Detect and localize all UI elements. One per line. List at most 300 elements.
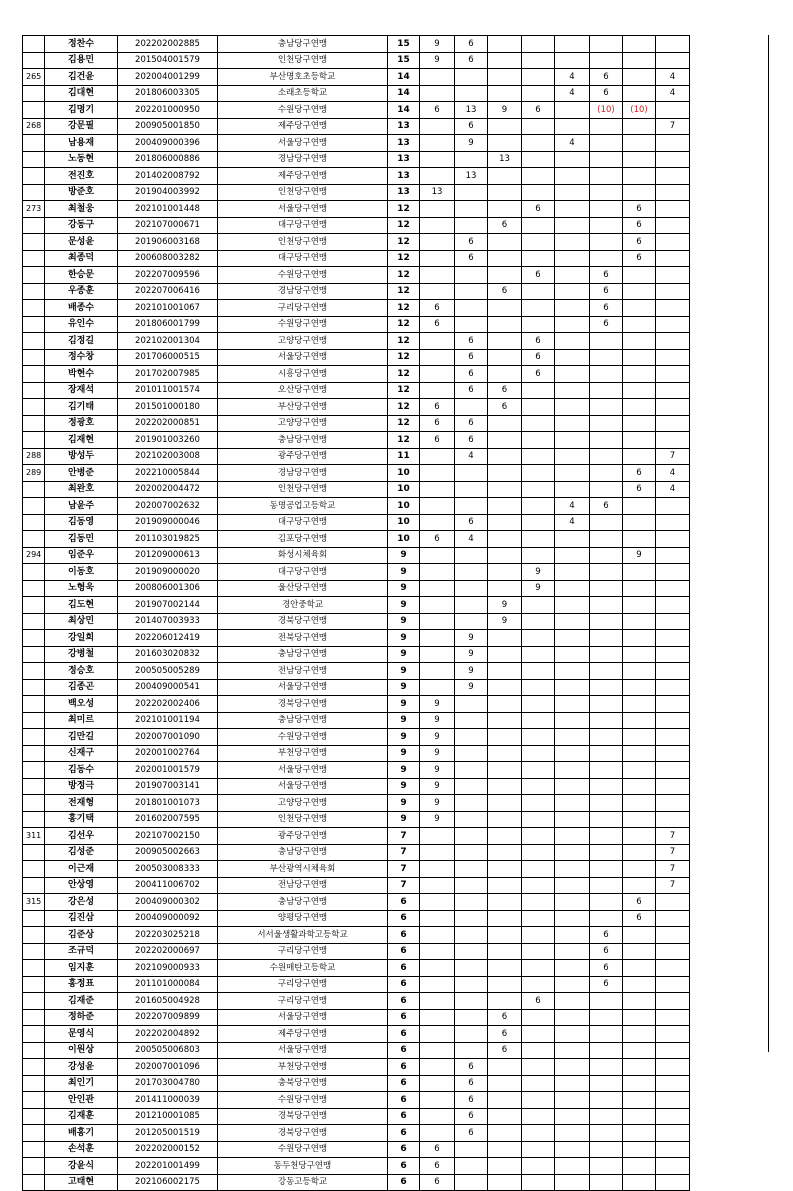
event-score-cell [488,349,522,366]
event-score-cell: 6 [420,1158,455,1175]
player-name-cell: 한승문 [45,267,118,284]
player-id-cell: 201501000180 [118,399,218,416]
event-score-cell [455,580,488,597]
event-score-cell [623,745,656,762]
total-points-cell: 15 [388,52,420,69]
club-cell: 경북당구연맹 [218,696,388,713]
event-score-cell [623,1158,656,1175]
event-score-cell [656,745,690,762]
club-cell: 광주당구연맹 [218,448,388,465]
event-score-cell [590,1059,623,1076]
total-points-cell: 9 [388,630,420,647]
club-cell: 시흥당구연맹 [218,366,388,383]
total-points-cell: 9 [388,762,420,779]
event-score-cell [656,399,690,416]
club-cell: 경남당구연맹 [218,151,388,168]
event-score-cell [623,663,656,680]
club-cell: 충남당구연맹 [218,844,388,861]
table-row [23,679,690,696]
player-id-cell: 202101001194 [118,712,218,729]
event-score-cell [623,498,656,515]
event-score-cell [522,1125,555,1142]
event-score-cell [555,1042,590,1059]
player-name-cell: 우종훈 [45,283,118,300]
rank-cell [23,36,45,53]
event-score-cell [623,1075,656,1092]
club-cell: 경북당구연맹 [218,613,388,630]
total-points-cell: 6 [388,960,420,977]
event-score-cell [455,481,488,498]
event-score-cell [420,1042,455,1059]
event-score-cell [455,564,488,581]
club-cell: 고양당구연맹 [218,415,388,432]
rank-cell [23,1141,45,1158]
table-row [23,1158,690,1175]
total-points-cell: 11 [388,448,420,465]
rank-cell [23,1042,45,1059]
event-score-cell [656,1125,690,1142]
event-score-cell [555,465,590,482]
player-id-cell: 201103019825 [118,531,218,548]
player-id-cell: 202004001299 [118,69,218,86]
event-score-cell [455,283,488,300]
event-score-cell [488,630,522,647]
event-score-cell [623,135,656,152]
event-score-cell [656,102,690,119]
player-id-cell: 201706000515 [118,349,218,366]
total-points-cell: 9 [388,778,420,795]
event-score-cell: 6 [455,234,488,251]
rank-cell [23,597,45,614]
club-cell: 인천당구연맹 [218,184,388,201]
event-score-cell: 6 [455,415,488,432]
rank-cell [23,316,45,333]
player-id-cell: 200806001306 [118,580,218,597]
club-cell: 충남당구연맹 [218,712,388,729]
event-score-cell [455,267,488,284]
event-score-cell [590,465,623,482]
rank-cell [23,1092,45,1109]
player-name-cell: 강동구 [45,217,118,234]
club-cell: 서서울생활과학고등학교 [218,927,388,944]
event-score-cell [488,910,522,927]
event-score-cell [555,597,590,614]
event-score-cell [420,349,455,366]
event-score-cell [522,36,555,53]
total-points-cell: 13 [388,184,420,201]
player-id-cell: 202202002406 [118,696,218,713]
event-score-cell [488,993,522,1010]
event-score-cell [455,547,488,564]
player-name-cell: 노동현 [45,151,118,168]
event-score-cell: 13 [455,102,488,119]
event-score-cell [522,184,555,201]
event-score-cell [455,151,488,168]
total-points-cell: 13 [388,118,420,135]
event-score-cell [455,712,488,729]
event-score-cell [420,168,455,185]
event-score-cell: 6 [455,333,488,350]
event-score-cell: 6 [420,102,455,119]
event-score-cell [555,102,590,119]
event-score-cell: 9 [420,36,455,53]
club-cell: 수원당구연맹 [218,316,388,333]
event-score-cell [623,811,656,828]
event-score-cell [623,52,656,69]
event-score-cell [590,217,623,234]
club-cell: 전남당구연맹 [218,877,388,894]
event-score-cell: 9 [522,564,555,581]
event-score-cell: 6 [455,514,488,531]
event-score-cell [420,217,455,234]
event-score-cell [623,1141,656,1158]
player-id-cell: 200503008333 [118,861,218,878]
event-score-cell [590,52,623,69]
event-score-cell [656,778,690,795]
event-score-cell [590,531,623,548]
total-points-cell: 10 [388,465,420,482]
player-id-cell: 202201000950 [118,102,218,119]
event-score-cell [623,976,656,993]
event-score-cell [420,135,455,152]
event-score-cell [522,811,555,828]
club-cell: 수원당구연맹 [218,729,388,746]
rank-cell [23,415,45,432]
table-row [23,151,690,168]
event-score-cell [590,630,623,647]
event-score-cell: 6 [522,102,555,119]
event-score-cell [555,910,590,927]
event-score-cell [656,564,690,581]
table-row [23,498,690,515]
event-score-cell [656,630,690,647]
player-name-cell: 김동민 [45,531,118,548]
event-score-cell [623,151,656,168]
rank-cell [23,910,45,927]
event-score-cell: 7 [656,448,690,465]
total-points-cell: 12 [388,366,420,383]
player-id-cell: 202201001499 [118,1158,218,1175]
event-score-cell [522,547,555,564]
event-score-cell [590,448,623,465]
event-score-cell [555,118,590,135]
event-score-cell [555,762,590,779]
player-id-cell: 201806003305 [118,85,218,102]
player-id-cell: 202206012419 [118,630,218,647]
table-row [23,1042,690,1059]
event-score-cell [488,927,522,944]
event-score-cell [522,1158,555,1175]
rank-cell [23,580,45,597]
event-score-cell [656,729,690,746]
event-score-cell [488,1158,522,1175]
event-score-cell [623,514,656,531]
event-score-cell [555,580,590,597]
rank-cell [23,1174,45,1191]
player-id-cell: 200411006702 [118,877,218,894]
event-score-cell: 6 [623,250,656,267]
event-score-cell: 6 [522,349,555,366]
event-score-cell [455,828,488,845]
rank-cell [23,778,45,795]
event-score-cell [623,382,656,399]
event-score-cell [420,597,455,614]
event-score-cell [590,333,623,350]
rank-cell [23,1158,45,1175]
event-score-cell [420,333,455,350]
rank-cell [23,613,45,630]
rank-cell [23,663,45,680]
player-name-cell: 홍기택 [45,811,118,828]
event-score-cell [656,415,690,432]
event-score-cell: 13 [488,151,522,168]
club-cell: 수원당구연맹 [218,267,388,284]
table-row [23,1009,690,1026]
event-score-cell [488,745,522,762]
event-score-cell [590,415,623,432]
club-cell: 인천당구연맹 [218,481,388,498]
player-name-cell: 김도현 [45,597,118,614]
event-score-cell [420,993,455,1010]
event-score-cell [656,267,690,284]
event-score-cell [590,646,623,663]
player-name-cell: 김대현 [45,85,118,102]
event-score-cell [590,564,623,581]
event-score-cell [656,894,690,911]
event-score-cell [488,481,522,498]
total-points-cell: 6 [388,1042,420,1059]
event-score-cell [555,1141,590,1158]
player-id-cell: 200905001850 [118,118,218,135]
event-score-cell [455,745,488,762]
event-score-cell [488,844,522,861]
event-score-cell: 6 [623,201,656,218]
club-cell: 구리당구연맹 [218,943,388,960]
event-score-cell [555,844,590,861]
event-score-cell [555,828,590,845]
club-cell: 제주당구연맹 [218,168,388,185]
event-score-cell [455,465,488,482]
event-score-cell [522,778,555,795]
table-row [23,613,690,630]
player-id-cell: 202002004472 [118,481,218,498]
event-score-cell [590,613,623,630]
event-score-cell [590,547,623,564]
table-row [23,184,690,201]
event-score-cell [522,52,555,69]
event-score-cell [488,663,522,680]
player-id-cell: 201904003992 [118,184,218,201]
event-score-cell [623,877,656,894]
event-score-cell [623,597,656,614]
player-id-cell: 201209000613 [118,547,218,564]
event-score-cell [623,531,656,548]
event-score-cell [590,184,623,201]
event-score-cell [488,201,522,218]
rank-cell: 311 [23,828,45,845]
event-score-cell [522,498,555,515]
table-row [23,910,690,927]
table-row [23,663,690,680]
total-points-cell: 6 [388,976,420,993]
club-cell: 김포당구연맹 [218,531,388,548]
event-score-cell [623,861,656,878]
table-row [23,1108,690,1125]
event-score-cell [656,1042,690,1059]
player-id-cell: 201402008792 [118,168,218,185]
event-score-cell [522,85,555,102]
event-score-cell: 6 [420,1174,455,1191]
event-score-cell [522,1092,555,1109]
event-score-cell [555,151,590,168]
player-name-cell: 남윤주 [45,498,118,515]
table-row [23,1125,690,1142]
rank-cell [23,135,45,152]
event-score-cell: 9 [420,696,455,713]
event-score-cell [656,217,690,234]
rank-cell [23,85,45,102]
event-score-cell: 9 [420,729,455,746]
event-score-cell [420,646,455,663]
player-name-cell: 김명기 [45,102,118,119]
club-cell: 부산명호초등학교 [218,69,388,86]
event-score-cell [522,976,555,993]
club-cell: 서울당구연맹 [218,762,388,779]
event-score-cell [555,1092,590,1109]
event-score-cell: 4 [555,514,590,531]
event-score-cell [522,135,555,152]
event-score-cell [522,646,555,663]
event-score-cell [656,514,690,531]
player-id-cell: 200409000302 [118,894,218,911]
event-score-cell [656,547,690,564]
event-score-cell [522,432,555,449]
event-score-cell [555,630,590,647]
table-row [23,201,690,218]
event-score-cell [455,696,488,713]
table-row [23,778,690,795]
player-id-cell: 202207009899 [118,1009,218,1026]
event-score-cell [522,316,555,333]
club-cell: 화성시체육회 [218,547,388,564]
event-score-cell: 6 [590,267,623,284]
event-score-cell [590,349,623,366]
event-score-cell [488,943,522,960]
event-score-cell [623,564,656,581]
event-score-cell: 4 [656,465,690,482]
event-score-cell [522,663,555,680]
rank-cell [23,712,45,729]
total-points-cell: 12 [388,382,420,399]
event-score-cell [623,762,656,779]
event-score-cell [555,184,590,201]
event-score-cell [522,630,555,647]
club-cell: 인천당구연맹 [218,234,388,251]
player-id-cell: 200505005289 [118,663,218,680]
event-score-cell [590,168,623,185]
event-score-cell [656,432,690,449]
rank-cell [23,993,45,1010]
event-score-cell [623,1009,656,1026]
total-points-cell: 10 [388,514,420,531]
event-score-cell: 7 [656,844,690,861]
player-id-cell: 202207006416 [118,283,218,300]
event-score-cell [555,448,590,465]
event-score-cell [488,795,522,812]
player-id-cell: 201906003168 [118,234,218,251]
player-name-cell: 김성준 [45,844,118,861]
rank-cell [23,960,45,977]
event-score-cell [623,1042,656,1059]
club-cell: 경북당구연맹 [218,1108,388,1125]
player-id-cell: 201909000020 [118,564,218,581]
table-row [23,168,690,185]
event-score-cell [488,448,522,465]
event-score-cell [590,1075,623,1092]
total-points-cell: 6 [388,927,420,944]
event-score-cell [522,448,555,465]
event-score-cell: 9 [420,52,455,69]
table-row [23,283,690,300]
total-points-cell: 6 [388,993,420,1010]
event-score-cell [555,1174,590,1191]
event-score-cell [590,729,623,746]
event-score-cell [522,696,555,713]
player-id-cell: 201101000084 [118,976,218,993]
event-score-cell [455,1009,488,1026]
event-score-cell [555,960,590,977]
event-score-cell: 7 [656,861,690,878]
event-score-cell [656,1174,690,1191]
event-score-cell [590,894,623,911]
club-cell: 울산당구연맹 [218,580,388,597]
event-score-cell [522,250,555,267]
event-score-cell [488,267,522,284]
club-cell: 수원당구연맹 [218,1092,388,1109]
event-score-cell [623,960,656,977]
event-score-cell [522,168,555,185]
total-points-cell: 13 [388,168,420,185]
event-score-cell [590,250,623,267]
event-score-cell: 6 [455,382,488,399]
event-score-cell: 7 [656,877,690,894]
player-name-cell: 정승호 [45,663,118,680]
club-cell: 대구당구연맹 [218,250,388,267]
event-score-cell [488,366,522,383]
event-score-cell: 6 [522,366,555,383]
player-id-cell: 201907003141 [118,778,218,795]
event-score-cell [590,234,623,251]
club-cell: 부산당구연맹 [218,399,388,416]
table-row [23,234,690,251]
event-score-cell [656,36,690,53]
event-score-cell [656,531,690,548]
rank-cell [23,481,45,498]
event-score-cell: 9 [420,712,455,729]
event-score-cell [420,1026,455,1043]
rank-cell [23,811,45,828]
event-score-cell: 6 [522,267,555,284]
event-score-cell [555,729,590,746]
event-score-cell: 4 [555,69,590,86]
player-name-cell: 배종수 [45,300,118,317]
event-score-cell [656,250,690,267]
event-score-cell [488,300,522,317]
event-score-cell [555,316,590,333]
event-score-cell [555,778,590,795]
club-cell: 고양당구연맹 [218,333,388,350]
event-score-cell [623,432,656,449]
